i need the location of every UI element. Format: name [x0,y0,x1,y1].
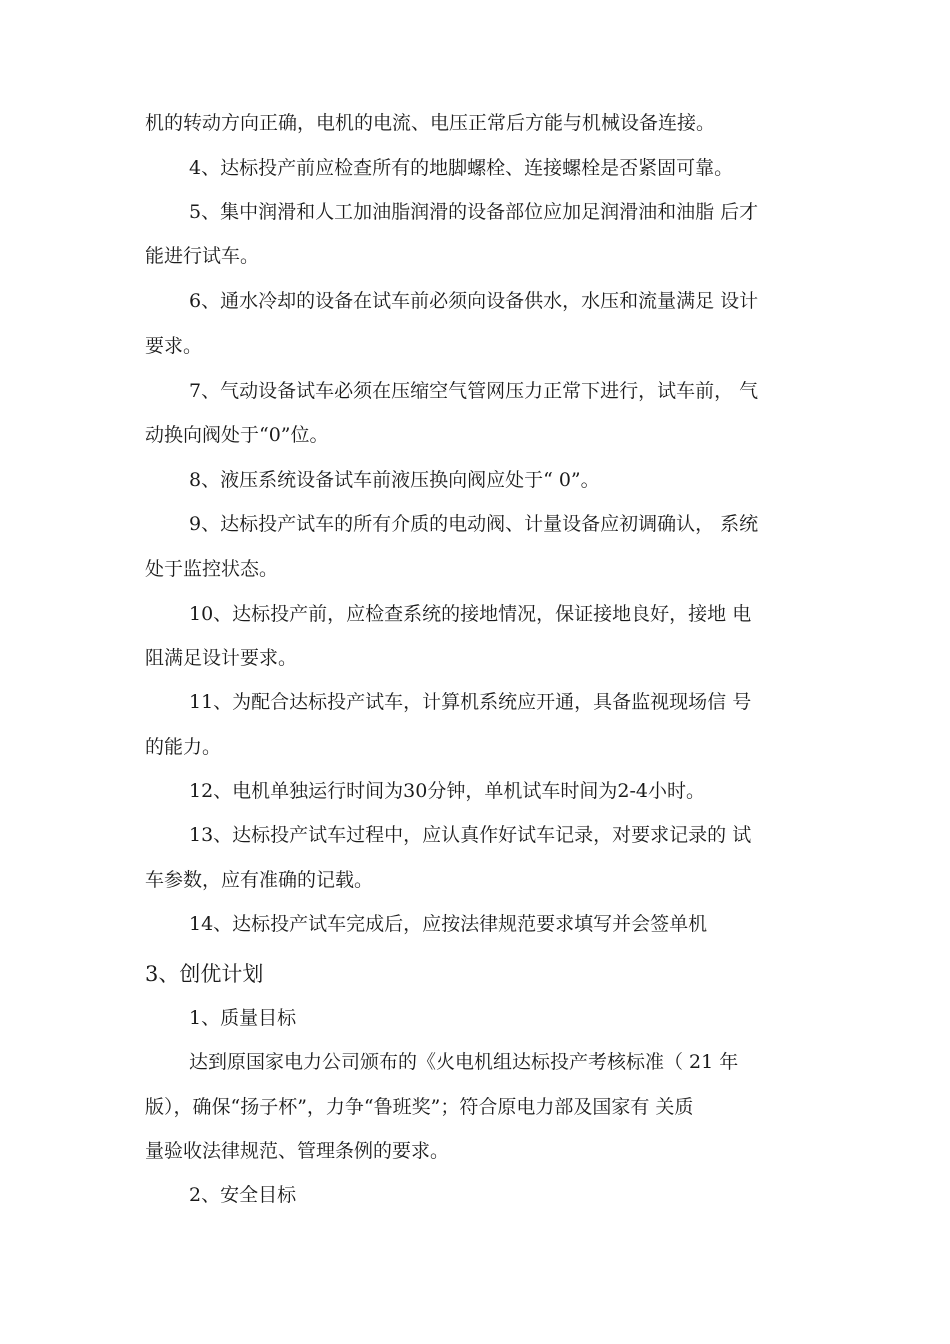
body-line: 12、电机单独运行时间为30分钟，单机试车时间为2-4小时。 [189,780,705,802]
body-line: 达到原国家电力公司颁布的《火电机组达标投产考核标准（ 21 年 [189,1051,739,1073]
body-line: 要求。 [145,335,203,357]
body-line: 5、集中润滑和人工加油脂润滑的设备部位应加足润滑油和油脂 后才 [189,201,759,223]
subheading-safety-target: 2、安全目标 [189,1184,297,1206]
body-line: 量验收法律规范、管理条例的要求。 [145,1140,450,1162]
body-line: 处于监控状态。 [145,558,279,580]
body-line: 11、为配合达标投产试车，计算机系统应开通，具备监视现场信 号 [189,691,752,713]
body-line: 4、达标投产前应检查所有的地脚螺栓、连接螺栓是否紧固可靠。 [189,157,734,179]
section-heading: 3、创优计划 [145,962,264,986]
body-line: 机的转动方向正确，电机的电流、电压正常后方能与机械设备连接。 [145,112,716,134]
body-line: 9、达标投产试车的所有介质的电动阀、计量设备应初调确认， 系统 [189,513,759,535]
body-line: 阻满足设计要求。 [145,647,298,669]
body-line: 14、达标投产试车完成后，应按法律规范要求填写并会签单机 [189,913,708,935]
body-line: 版），确保“扬子杯”，力争“鲁班奖”；符合原电力部及国家有 关质 [145,1096,694,1118]
body-line: 8、液压系统设备试车前液压换向阀应处于“ 0”。 [189,469,600,491]
body-line: 6、通水冷却的设备在试车前必须向设备供水，水压和流量满足 设计 [189,290,759,312]
body-line: 能进行试车。 [145,245,260,267]
body-line: 的能力。 [145,736,222,758]
body-line: 7、气动设备试车必须在压缩空气管网压力正常下进行，试车前， 气 [189,380,759,402]
subheading-quality-target: 1、质量目标 [189,1007,297,1029]
body-line: 13、达标投产试车过程中，应认真作好试车记录，对要求记录的 试 [189,824,752,846]
body-line: 动换向阀处于“0”位。 [145,424,329,446]
body-line: 车参数，应有准确的记载。 [145,869,374,891]
body-line: 10、达标投产前，应检查系统的接地情况，保证接地良好，接地 电 [189,603,752,625]
